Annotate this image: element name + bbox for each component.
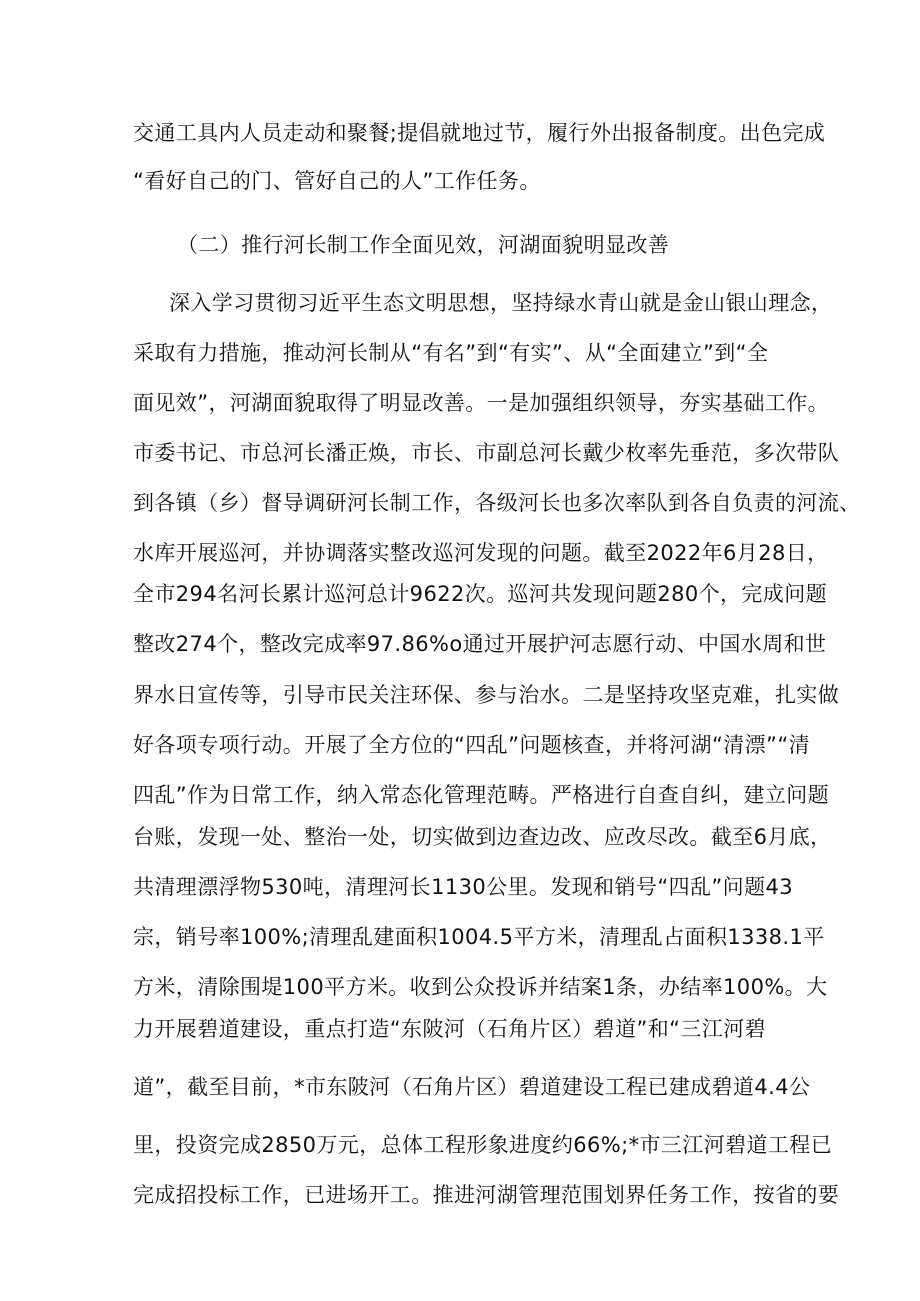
text-line: 市委书记、市总河长潘正焕，市长、市副总河长戴少枚率先垂范，多次带队 bbox=[133, 441, 840, 465]
text-line: 面见效”，河湖面貌取得了明显改善。一是加强组织领导，夯实基础工作。 bbox=[133, 391, 830, 415]
text-line: 水库开展巡河，并协调落实整改巡河发现的问题。截至2022年6月28日， bbox=[133, 541, 829, 565]
text-line: 到各镇（乡）督导调研河长制工作，各级河长也多次率队到各自负责的河流、 bbox=[133, 491, 861, 515]
text-line: 采取有力措施，推动河长制从“有名”到“有实”、从“全面建立”到“全 bbox=[133, 341, 769, 365]
text-line: 力开展碧道建设，重点打造“东陂河（石角片区）碧道”和“三江河碧 bbox=[133, 1017, 767, 1041]
text-line: 共清理漂浮物530吨，清理河长1130公里。发现和销号“四乱”问题43 bbox=[133, 875, 794, 899]
text-line: 完成招投标工作，已进场开工。推进河湖管理范围划界任务工作，按省的要 bbox=[133, 1183, 840, 1207]
text-line: 好各项专项行动。开展了全方位的“四乱”问题核查，并将河湖“清漂”“清 bbox=[133, 733, 810, 757]
text-line: 四乱”作为日常工作，纳入常态化管理范畴。严格进行自查自纠，建立问题 bbox=[133, 783, 830, 807]
paragraph-first-line: 深入学习贯彻习近平生态文明思想，坚持绿水青山就是金山银山理念， bbox=[169, 291, 833, 315]
text-line: 整改274个，整改完成率97.86%o通过开展护河志愿行动、中国水周和世 bbox=[133, 632, 827, 656]
text-line: 交通工具内人员走动和聚餐;提倡就地过节，履行外出报备制度。出色完成 bbox=[133, 121, 826, 145]
section-heading: （二）推行河长制工作全面见效，河湖面貌明显改善 bbox=[177, 233, 670, 257]
text-line: 宗，销号率100%;清理乱建面积1004.5平方米，清理乱占面积1338.1平 bbox=[133, 925, 825, 949]
text-line: 方米，清除围堤100平方米。收到公众投诉并结案1条，办结率100%。大 bbox=[133, 975, 828, 999]
text-line: 全市294名河长累计巡河总计9622次。巡河共发现问题280个，完成问题 bbox=[133, 582, 828, 606]
text-line: 里，投资完成2850万元，总体工程形象进度约66%;*市三江河碧道工程已 bbox=[133, 1133, 833, 1157]
text-line: 台账，发现一处、整治一处，切实做到边查边改、应改尽改。截至6月底， bbox=[133, 825, 832, 849]
text-line: 道”，截至目前，*市东陂河（石角片区）碧道建设工程已建成碧道4.4公 bbox=[133, 1075, 811, 1099]
text-line: “看好自己的门、管好自己的人”工作任务。 bbox=[133, 169, 541, 193]
text-line: 界水日宣传等，引导市民关注环保、参与治水。二是坚持攻坚克难，扎实做 bbox=[133, 683, 840, 707]
